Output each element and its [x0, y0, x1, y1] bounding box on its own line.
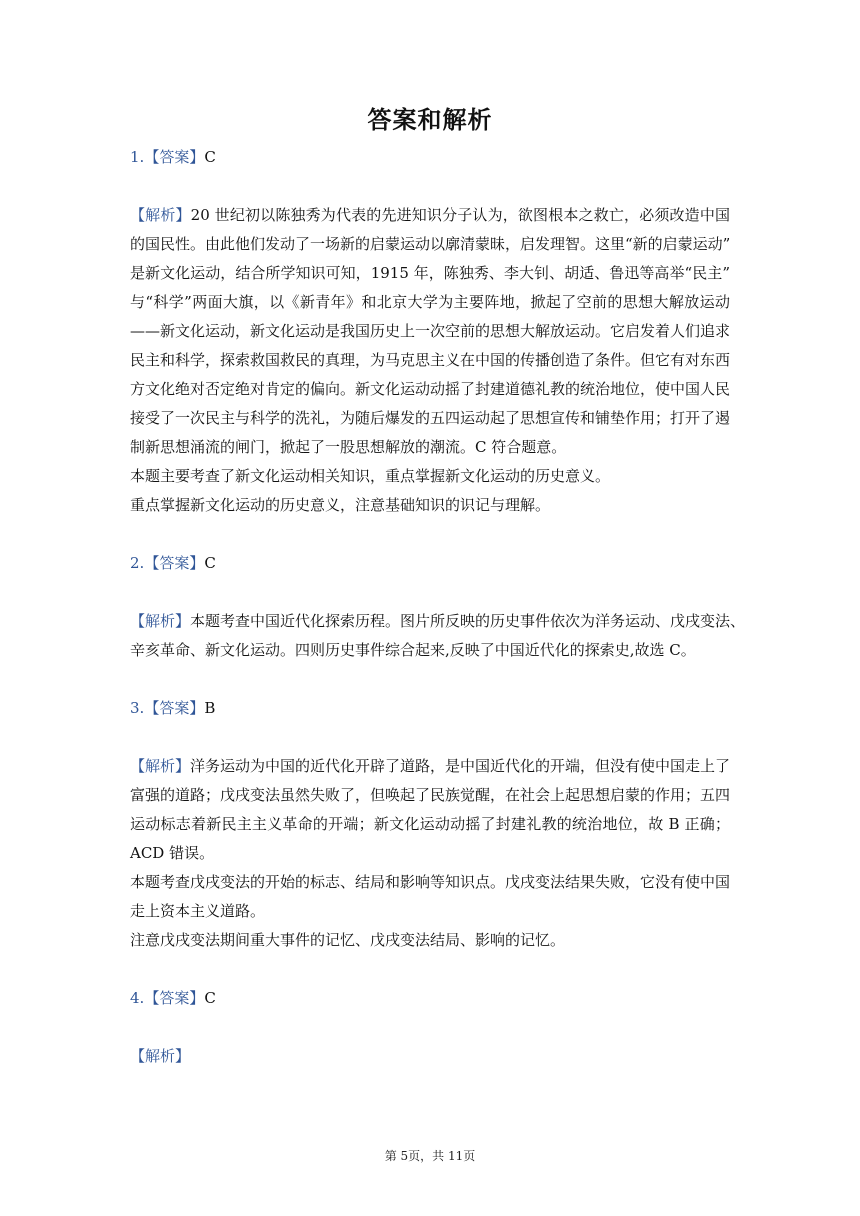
- analysis-tag: 【解析】: [130, 757, 191, 775]
- answer-value: C: [204, 989, 216, 1007]
- answer-content: [130, 143, 746, 1071]
- analysis-line: ——新文化运动，新文化运动是我国历史上一次空前的思想大解放运动。它启发着人们追求: [130, 322, 731, 340]
- analysis-note: 本题主要考查了新文化运动相关知识，重点掌握新文化运动的历史意义。: [130, 467, 611, 485]
- analysis-line: 与“科学”两面大旗，以《新青年》和北京大学为主要阵地，掀起了空前的思想大解放运动: [130, 293, 730, 311]
- analysis-line: 方文化绝对否定绝对肯定的偏向。新文化运动动摇了封建道德礼教的统治地位，使中国人民: [130, 380, 731, 398]
- analysis-line: [130, 201, 730, 230]
- question-number: 1.: [130, 148, 145, 166]
- answer-line-q2: [130, 549, 730, 578]
- answer-line-q1: [130, 143, 730, 172]
- answer-tag: 【答案】: [144, 699, 205, 717]
- analysis-line: ACD 错误。: [130, 844, 215, 862]
- analysis-note: 重点掌握新文化运动的历史意义，注意基础知识的识记与理解。: [130, 496, 551, 514]
- answer-line-q4: [130, 984, 730, 1013]
- answer-value: B: [204, 699, 216, 717]
- analysis-line: [130, 1042, 730, 1071]
- analysis-line: 运动标志着新民主主义革命的开端；新文化运动动摇了封建礼教的统治地位，故 B 正确；: [130, 815, 730, 833]
- analysis-line: [130, 607, 746, 636]
- analysis-note: 本题考查戊戌变法的开始的标志、结局和影响等知识点。戊戌变法结果失败，它没有使中国: [130, 873, 731, 891]
- answer-tag: 【答案】: [144, 554, 205, 572]
- analysis-line: [130, 752, 730, 781]
- answer-value: C: [204, 554, 216, 572]
- analysis-note: 走上资本主义道路。: [130, 902, 266, 920]
- analysis-line: 辛亥革命、新文化运动。四则历史事件综合起来,反映了中国近代化的探索史,故选 C。: [130, 641, 696, 659]
- analysis-line: 是新文化运动，结合所学知识可知，1915 年，陈独秀、李大钊、胡适、鲁迅等高举“民主”: [130, 264, 730, 282]
- page-title: 答案和解析: [367, 105, 493, 134]
- analysis-text: 20 世纪初以陈独秀为代表的先进知识分子认为，欲图根本之救亡，必须改造中国: [190, 206, 730, 224]
- answer-line-q3: [130, 694, 730, 723]
- analysis-tag: 【解析】: [130, 1047, 191, 1065]
- answer-value: C: [204, 148, 216, 166]
- analysis-note: 注意戊戌变法期间重大事件的记忆、戊戌变法结局、影响的记忆。: [130, 931, 566, 949]
- analysis-text: 洋务运动为中国的近代化开辟了道路，是中国近代化的开端，但没有使中国走上了: [190, 757, 731, 775]
- question-number: 4.: [130, 989, 145, 1007]
- question-number: 2.: [130, 554, 145, 572]
- question-number: 3.: [130, 699, 145, 717]
- answer-tag: 【答案】: [144, 989, 205, 1007]
- analysis-tag: 【解析】: [130, 206, 191, 224]
- page-footer: 第 5页，共 11页: [384, 1149, 476, 1163]
- analysis-line: 接受了一次民主与科学的洗礼，为随后爆发的五四运动起了思想宣传和铺垫作用；打开了遏: [130, 409, 731, 427]
- answer-tag: 【答案】: [144, 148, 205, 166]
- analysis-line: 的国民性。由此他们发动了一场新的启蒙运动以廓清蒙昧，启发理智。这里“新的启蒙运动”: [130, 235, 731, 253]
- analysis-line: 制新思想涌流的闸门，掀起了一股思想解放的潮流。C 符合题意。: [130, 438, 567, 456]
- analysis-line: 富强的道路；戊戌变法虽然失败了，但唤起了民族觉醒，在社会上起思想启蒙的作用；五四: [130, 786, 731, 804]
- analysis-line: 民主和科学，探索救国救民的真理，为马克思主义在中国的传播创造了条件。但它有对东西: [130, 351, 731, 369]
- analysis-tag: 【解析】: [130, 612, 191, 630]
- analysis-text: 本题考查中国近代化探索历程。图片所反映的历史事件依次为洋务运动、戊戌变法、: [190, 612, 746, 630]
